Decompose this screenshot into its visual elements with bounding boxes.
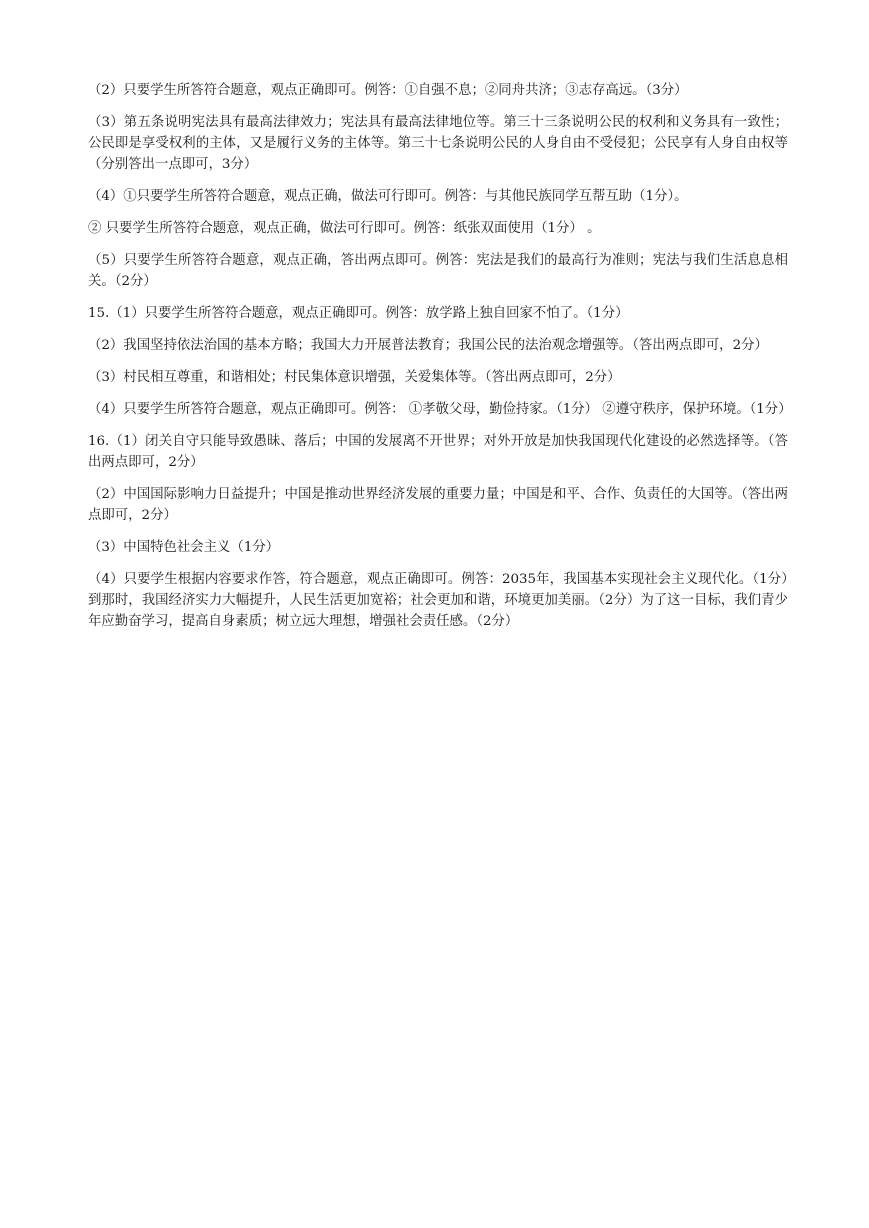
answer-15-4: （4）只要学生所答符合题意，观点正确即可。例答： ①孝敬父母，勤俭持家。（1分） ②遵守秩序，保护环境。（1分） [88, 402, 792, 417]
answer-16-3: （3）中国特色社会主义（1分） [88, 540, 280, 555]
answer-15-2: （2）我国坚持依法治国的基本方略；我国大力开展普法教育；我国公民的法治观念增强等。（答出两点即可，2分） [88, 338, 768, 353]
answer-14-4-a: （4）①只要学生所答符合题意，观点正确，做法可行即可。例答：与其他民族同学互帮互助（1分）。 [88, 189, 688, 204]
answer-14-2: （2）只要学生所答符合题意，观点正确即可。例答：①自强不息；②同舟共济；③志存高远。（3分） [88, 83, 688, 98]
answer-15-3: （3）村民相互尊重，和谐相处；村民集体意识增强，关爱集体等。（答出两点即可，2分） [88, 370, 621, 385]
answer-16-2: （2）中国国际影响力日益提升；中国是推动世界经济发展的重要力量；中国是和平、合作、负责任的大国等。（答出两点即可，2分） [88, 487, 788, 523]
answer-14-3: （3）第五条说明宪法具有最高法律效力；宪法具有最高法律地位等。第三十三条说明公民的权利和义务具有一致性；公民即是享受权利的主体，又是履行义务的主体等。第三十七条说明公民的人身自由不受侵犯；公民享有人身自由权等（分别答出一点即可，3分） [88, 115, 788, 172]
answer-15-1: 15.（1）只要学生所答符合题意，观点正确即可。例答：放学路上独自回家不怕了。（1分） [88, 306, 629, 321]
answer-16-1: 16.（1）闭关自守只能导致愚昧、落后；中国的发展离不开世界；对外开放是加快我国现代化建设的必然选择等。（答出两点即可，2分） [88, 434, 788, 470]
answer-16-4: （4）只要学生根据内容要求作答，符合题意，观点正确即可。例答：2035年，我国基本实现社会主义现代化。（1分）到那时，我国经济实力大幅提升，人民生活更加宽裕；社会更加和谐，环境更加美丽。（2分）为了这一目标，我们青少年应勤奋学习，提高自身素质；树立远大理想，增强社会责任感。（2分） [88, 572, 788, 629]
answer-key-page [88, 80, 792, 643]
answer-14-5: （5）只要学生所答符合题意，观点正确，答出两点即可。例答：宪法是我们的最高行为准则；宪法与我们生活息息相关。（2分） [88, 253, 788, 289]
answer-14-4-b: ② 只要学生所答符合题意，观点正确，做法可行即可。例答：纸张双面使用（1分） 。 [88, 221, 601, 236]
